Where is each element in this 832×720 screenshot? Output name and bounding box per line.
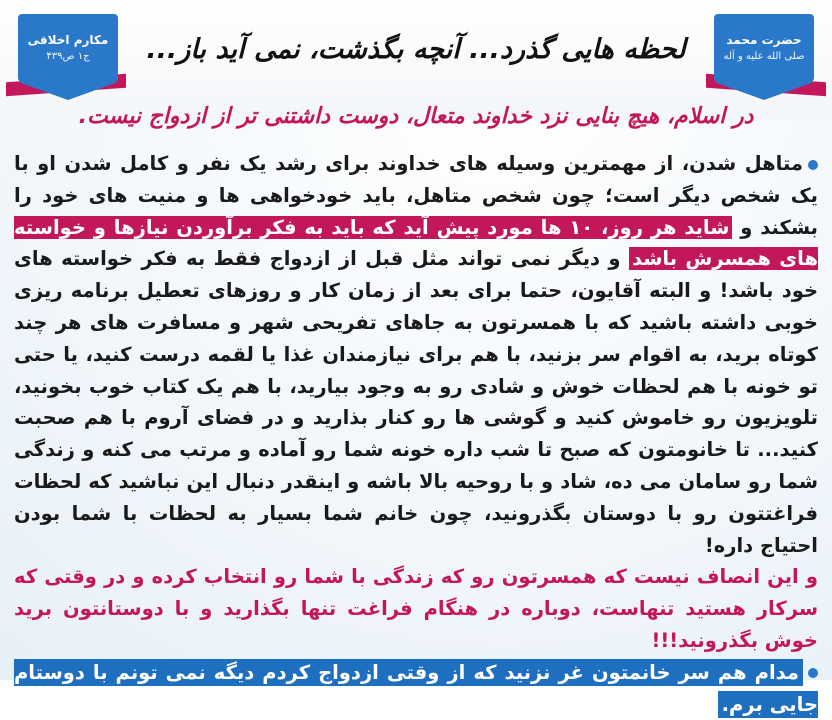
paragraph-2: و این انصاف نیست که همسرتون رو که زندگی با شما رو انتخاب کرده و در وقتی که سرکار هستید تنهاست، دوباره در هنگام فراغت تنها بگذارید و با دوستانتون برید خوش بگذرونید!!! [14,565,818,652]
article-body [14,148,818,720]
paragraph-3 [14,657,818,720]
source-badge [18,14,118,82]
bullet-icon [808,668,818,678]
paragraph-1-text-a: متاهل شدن، از مهمترین وسیله های خداوند برای رشد یک نفر و کامل شدن او با یک شخص دیگر است؛ چون شخص متاهل، باید خودخواهی ها و منیت های خود را بشکند و [14,152,818,239]
author-badge-salutation: صلی الله علیه و آله [723,50,805,62]
source-badge-title: مکارم اخلاقی [27,33,109,48]
page-title: لحظه هایی گذرد... آنچه بگذشت، نمی آید باز... [146,34,686,65]
paragraph-1 [14,148,818,561]
paragraph-1-text-b: و دیگر نمی تواند مثل قبل از ازدواج فقط به فکر خواسته های خود باشد! و البته آقایون، حتما برای بعد از زمان کار و روزهای تعطیل برنامه ریزی خوبی داشته باشید که با همسرتون به جاهای تفریحی شهر و مسافرت های هر چند کوتاه برید، به اقوام سر بزنید، با هم برای نیازمندان غذا یا لقمه درست کنید، یا حتی تو خونه با هم لحظات خوش و شادی رو به وجود بیارید، با هم یک کتاب خوب بخونید، تلویزیون رو خاموش کنید و گوشی ها رو کنار بذارید و در فضای آروم با هم صحبت کنید... تا خانومتون که صبح تا شب داره خونه شما رو آماده و مرتب می کنه و زندگی شما رو سامان می ده، شاد و با روحیه بالا باشه و اینقدر دنبال این نباشید که لحظات فراغتتون رو با دوستان بگذرونید، چون خانم شما بسیار به لحظات با شما بودن احتیاج داره! [14,247,818,557]
highlighted-phrase: شاید هر روز، ۱۰ ها مورد پیش آید که باید به فکر برآوردن نیازها و خواسته های همسرش باشد [14,215,818,271]
bullet-icon [808,160,818,170]
author-badge-name: حضرت محمد [726,33,802,48]
author-badge-tail [714,82,814,100]
author-badge [714,14,814,82]
source-badge-tail [18,82,118,100]
source-badge-reference: ج۱ ص۴۳۹ [46,50,90,62]
page-subtitle: در اسلام، هیچ بنایی نزد خداوند متعال، دوست داشتنی تر از ازدواج نیست. [78,104,754,129]
highlighted-closing-line: مدام هم سر خانمتون غر نزنید که از وقتی ازدواج کردم دیگه نمی تونم با دوستام جایی برم. [14,660,818,716]
